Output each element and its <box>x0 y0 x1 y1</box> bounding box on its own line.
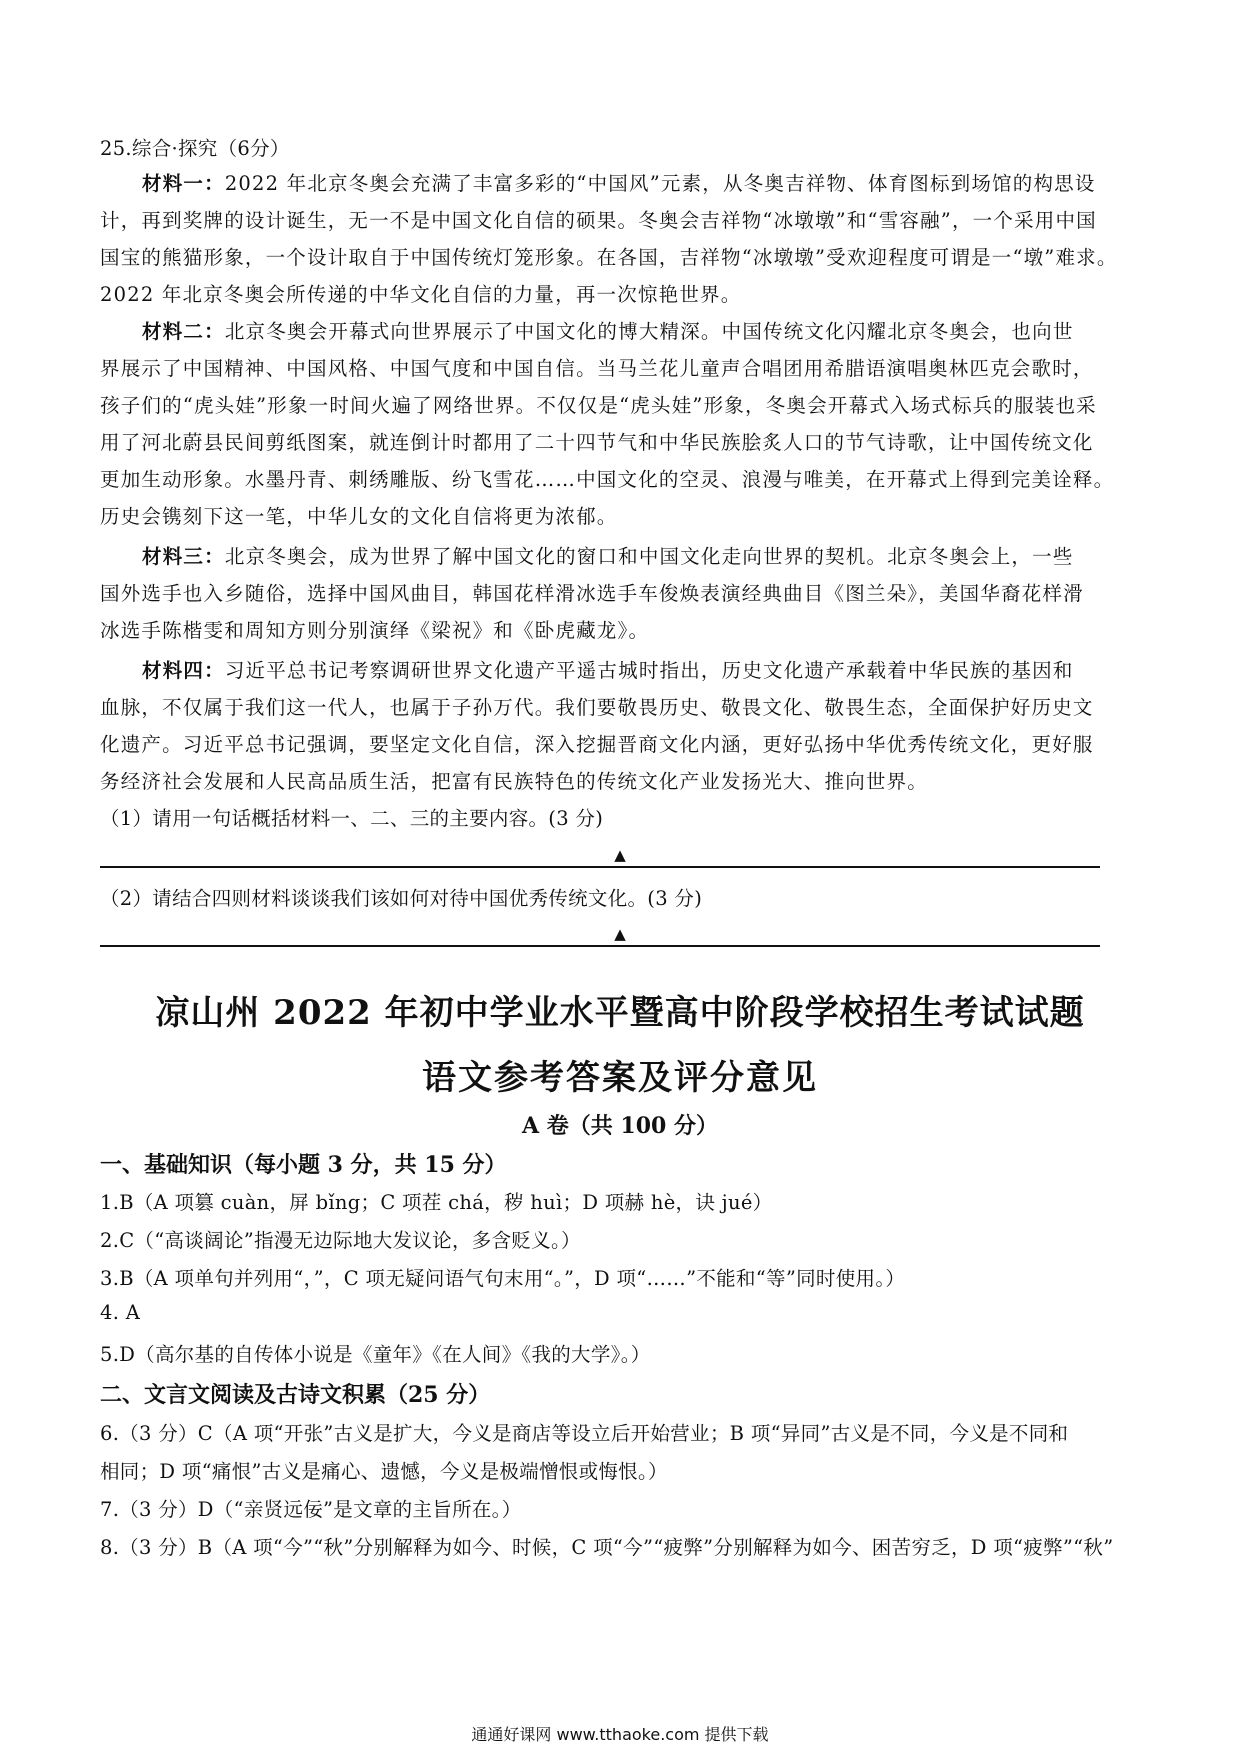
page-footer: 通通好课网 www.tthaoke.com 提供下载 <box>471 1725 769 1744</box>
answer-key-subtitle: 语文参考答案及评分意见 <box>422 1058 818 1098</box>
part-2-heading: 二、文言文阅读及古诗文积累（25 分） <box>100 1382 491 1408</box>
material-2-line-1: 材料二：北京冬奥会开幕式向世界展示了中国文化的博大精深。中国传统文化闪耀北京冬奥会，也向世 <box>142 320 1074 343</box>
q25-heading: 25.综合·探究（6分） <box>100 137 290 160</box>
material-3-line-2: 国外选手也入乡随俗，选择中国风曲目，韩国花样滑冰选手车俊焕表演经典曲目《图兰朵》，美国华裔花样滑 <box>100 582 1084 605</box>
answer-item-6-line-2: 相同；D 项“痛恨”古义是痛心、遗憾，今义是极端憎恨或悔恨。） <box>100 1460 668 1483</box>
answer-marker-2: ▲ <box>614 925 626 943</box>
material-1-line-1: 材料一：2022 年北京冬奥会充满了丰富多彩的“中国风”元素，从冬奥吉祥物、体育图标到场馆的构思设 <box>142 172 1096 195</box>
subquestion-2: （2）请结合四则材料谈谈我们该如何对待中国优秀传统文化。(3 分) <box>100 887 703 910</box>
material-2-label: 材料二： <box>142 320 225 343</box>
answer-item-6-line-1: 6.（3 分）C（A 项“开张”古义是扩大，今义是商店等设立后开始营业；B 项“异同”古义是不同，今义是不同和 <box>100 1422 1069 1445</box>
material-3-line-1: 材料三：北京冬奥会，成为世界了解中国文化的窗口和中国文化走向世界的契机。北京冬奥会上，一些 <box>142 545 1074 568</box>
material-1-line-4: 2022 年北京冬奥会所传递的中华文化自信的力量，再一次惊艳世界。 <box>100 283 742 306</box>
answer-key-title: 凉山州 2022 年初中学业水平暨高中阶段学校招生考试试题 <box>155 993 1085 1033</box>
answer-item-8: 8.（3 分）B（A 项“今”“秋”分别解释为如今、时候，C 项“今”“疲弊”分别解释为如今、困苦穷乏，D 项“疲弊”“秋” <box>100 1536 1114 1559</box>
material-1-line-3: 国宝的熊猫形象，一个设计取自于中国传统灯笼形象。在各国，吉祥物“冰墩墩”受欢迎程度可谓是一“墩”难求。 <box>100 246 1118 269</box>
material-2-line-6: 历史会镌刻下这一笔，中华儿女的文化自信将更为浓郁。 <box>100 505 618 528</box>
material-2-line-2: 界展示了中国精神、中国风格、中国气度和中国自信。当马兰花儿童声合唱团用希腊语演唱奥林匹克会歌时， <box>100 357 1094 380</box>
answer-line-2 <box>100 945 1100 947</box>
material-3-label: 材料三： <box>142 545 225 568</box>
answer-marker-1: ▲ <box>614 846 626 864</box>
material-4-line-2: 血脉，不仅属于我们这一代人，也属于子孙万代。我们要敬畏历史、敬畏文化、敬畏生态，全面保护好历史文 <box>100 696 1094 719</box>
material-3-line-3: 冰选手陈楷雯和周知方则分别演绎《梁祝》和《卧虎藏龙》。 <box>100 619 650 642</box>
material-4-line-1: 材料四：习近平总书记考察调研世界文化遗产平遥古城时指出，历史文化遗产承载着中华民族的基因和 <box>142 659 1074 682</box>
answer-line-1 <box>100 866 1100 868</box>
material-1-line-2: 计，再到奖牌的设计诞生，无一不是中国文化自信的硕果。冬奥会吉祥物“冰墩墩”和“雪容融”，一个采用中国 <box>100 209 1097 232</box>
answer-item-3: 3.B（A 项单句并列用“，”，C 项无疑问语气句末用“。”，D 项“……”不能和“等”同时使用。） <box>100 1267 906 1290</box>
material-4-line-4: 务经济社会发展和人民高品质生活，把富有民族特色的传统文化产业发扬光大、推向世界。 <box>100 770 929 793</box>
material-4-line-3: 化遗产。习近平总书记强调，要坚定文化自信，深入挖掘晋商文化内涵，更好弘扬中华优秀传统文化，更好服 <box>100 733 1094 756</box>
material-2-line-4: 用了河北蔚县民间剪纸图案，就连倒计时都用了二十四节气和中华民族脍炙人口的节气诗歌，让中国传统文化 <box>100 431 1094 454</box>
answer-item-7: 7.（3 分）D（“亲贤远佞”是文章的主旨所在。） <box>100 1498 522 1521</box>
part-1-heading: 一、基础知识（每小题 3 分，共 15 分） <box>100 1152 507 1178</box>
material-2-line-5: 更加生动形象。水墨丹青、刺绣雕版、纷飞雪花……中国文化的空灵、浪漫与唯美，在开幕式上得到完美诠释。 <box>100 468 1115 491</box>
subquestion-1: （1）请用一句话概括材料一、二、三的主要内容。(3 分) <box>100 807 604 830</box>
answer-item-5: 5.D（高尔基的自传体小说是《童年》《在人间》《我的大学》。） <box>100 1343 651 1366</box>
answer-item-4: 4. A <box>100 1301 141 1324</box>
section-a-heading: A 卷（共 100 分） <box>522 1113 718 1139</box>
material-2-line-3: 孩子们的“虎头娃”形象一时间火遍了网络世界。不仅仅是“虎头娃”形象，冬奥会开幕式入场式标兵的服装也采 <box>100 394 1097 417</box>
material-4-label: 材料四： <box>142 659 225 682</box>
material-1-label: 材料一： <box>142 172 225 195</box>
answer-item-1: 1.B（A 项篡 cuàn，屏 bǐng；C 项茬 chá，秽 huì；D 项赫 hè，诀 jué） <box>100 1191 773 1214</box>
answer-item-2: 2.C（“高谈阔论”指漫无边际地大发议论，多含贬义。） <box>100 1229 581 1252</box>
